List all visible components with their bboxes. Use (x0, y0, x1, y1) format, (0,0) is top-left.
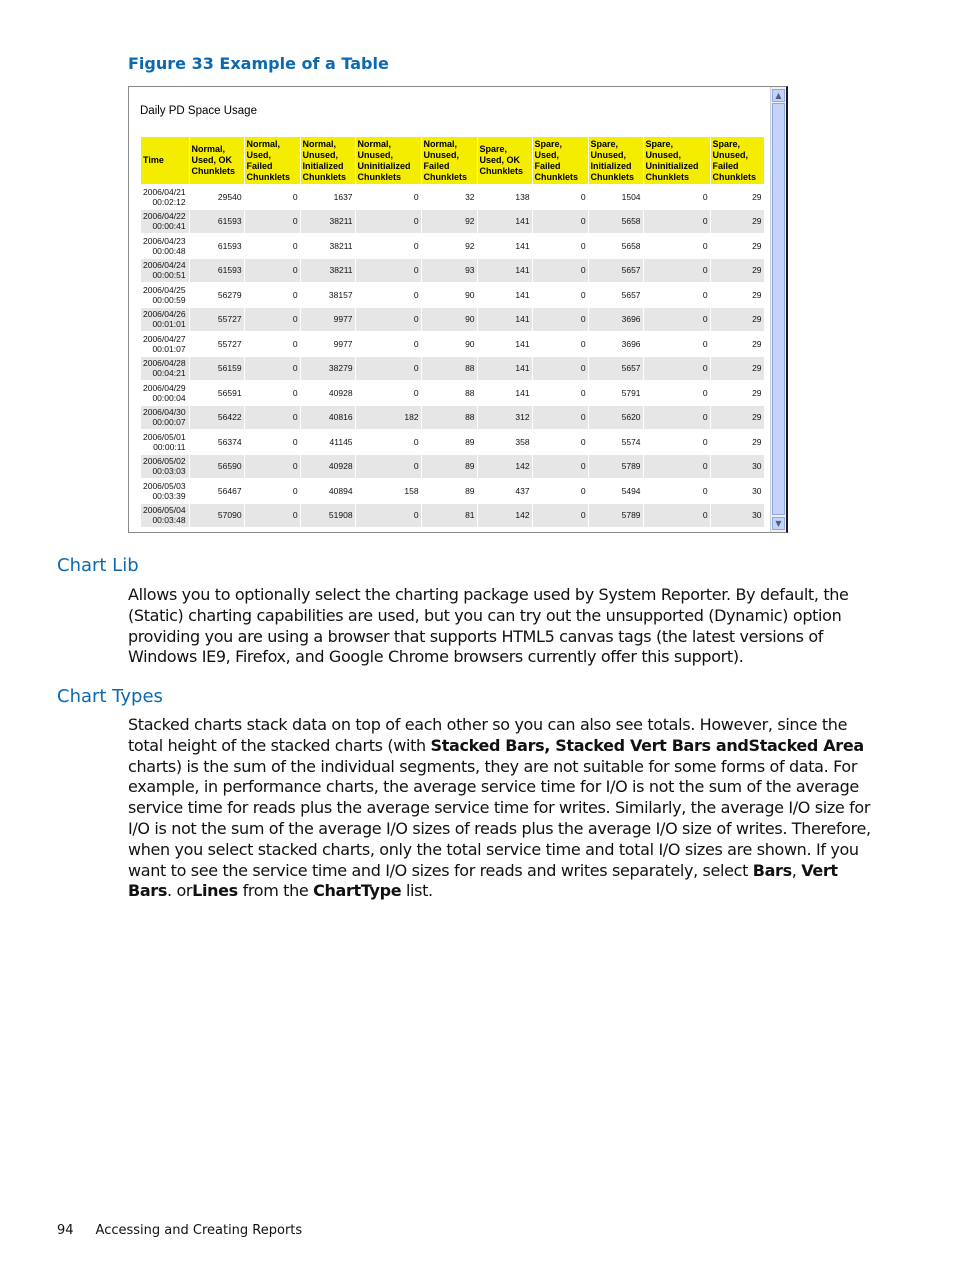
value-cell: 142 (477, 503, 532, 528)
value-cell: 40928 (300, 454, 355, 479)
value-cell: 61593 (189, 209, 244, 234)
value-cell: 29 (710, 283, 764, 308)
table-row (141, 332, 765, 357)
column-header: Normal, Unused, Initialized Chunklets (300, 137, 355, 185)
value-cell: 141 (477, 209, 532, 234)
paragraph-text: list. (401, 881, 433, 901)
value-cell: 0 (532, 381, 588, 406)
column-header: Spare, Unused, Uninitialized Chunklets (643, 137, 710, 185)
value-cell: 55727 (189, 307, 244, 332)
section-heading-chart-types: Chart Types (57, 686, 163, 707)
bars-option: Bars (752, 860, 792, 880)
value-cell: 56159 (189, 356, 244, 381)
table-row (141, 454, 765, 479)
value-cell: 38279 (300, 356, 355, 381)
time-cell: 2006/05/02 00:03:03 (141, 454, 190, 479)
value-cell: 29 (710, 307, 764, 332)
column-header: Spare, Unused, Failed Chunklets (710, 137, 764, 185)
value-cell: 29 (710, 381, 764, 406)
value-cell: 0 (643, 479, 710, 504)
scroll-up-icon[interactable]: ▲ (772, 89, 785, 102)
value-cell: 40816 (300, 405, 355, 430)
table-row (141, 283, 765, 308)
table-row (141, 185, 765, 210)
value-cell: 56279 (189, 283, 244, 308)
time-cell: 2006/04/23 00:00:48 (141, 234, 190, 259)
value-cell: 56591 (189, 381, 244, 406)
value-cell: 0 (643, 356, 710, 381)
value-cell: 56374 (189, 430, 244, 455)
value-cell: 0 (532, 356, 588, 381)
value-cell: 0 (643, 454, 710, 479)
value-cell: 61593 (189, 234, 244, 259)
value-cell: 0 (532, 430, 588, 455)
column-header: Spare, Used, Failed Chunklets (532, 137, 588, 185)
value-cell: 30 (710, 479, 764, 504)
value-cell: 5789 (588, 503, 643, 528)
value-cell: 0 (355, 209, 421, 234)
table-row (141, 503, 765, 528)
table-row (141, 307, 765, 332)
table-row (141, 479, 765, 504)
value-cell: 141 (477, 332, 532, 357)
time-cell: 2006/04/30 00:00:07 (141, 405, 190, 430)
value-cell: 5657 (588, 258, 643, 283)
value-cell: 0 (532, 454, 588, 479)
value-cell: 57090 (189, 503, 244, 528)
time-cell: 2006/04/27 00:01:07 (141, 332, 190, 357)
value-cell: 5494 (588, 479, 643, 504)
table-row (141, 430, 765, 455)
value-cell: 1637 (300, 185, 355, 210)
value-cell: 358 (477, 430, 532, 455)
space-usage-table (140, 136, 765, 528)
vertical-scrollbar[interactable] (770, 87, 786, 532)
value-cell: 0 (355, 258, 421, 283)
value-cell: 138 (477, 185, 532, 210)
time-cell: 2006/04/28 00:04:21 (141, 356, 190, 381)
value-cell: 56467 (189, 479, 244, 504)
time-cell: 2006/04/26 00:01:01 (141, 307, 190, 332)
value-cell: 29 (710, 332, 764, 357)
report-title: Daily PD Space Usage (140, 105, 257, 117)
time-cell: 2006/04/22 00:00:41 (141, 209, 190, 234)
value-cell: 92 (421, 209, 477, 234)
value-cell: 9977 (300, 307, 355, 332)
value-cell: 0 (355, 185, 421, 210)
value-cell: 312 (477, 405, 532, 430)
column-header: Normal, Used, OK Chunklets (189, 137, 244, 185)
charttype-list-name: ChartType (313, 881, 402, 901)
value-cell: 0 (532, 258, 588, 283)
value-cell: 38211 (300, 258, 355, 283)
value-cell: 0 (244, 258, 300, 283)
value-cell: 0 (532, 185, 588, 210)
paragraph-text: . or (167, 881, 193, 901)
chart-lib-paragraph: Allows you to optionally select the charting package used by System Reporter. By default, the (Static) charting capabilities are used, but you can try out the unsupported (Dynamic) option providing you are using a browser that supports HTML5 canvas tags (the latest versions of Windows IE9, Firefox, and Google Chrome browsers currently offer this support). (128, 585, 849, 667)
value-cell: 0 (355, 307, 421, 332)
value-cell: 5657 (588, 356, 643, 381)
value-cell: 92 (421, 234, 477, 259)
value-cell: 0 (244, 209, 300, 234)
value-cell: 1504 (588, 185, 643, 210)
value-cell: 437 (477, 479, 532, 504)
page-footer (57, 1223, 324, 1238)
paragraph-text: from the (237, 881, 314, 901)
value-cell: 29 (710, 234, 764, 259)
time-cell: 2006/04/25 00:00:59 (141, 283, 190, 308)
section-heading-chart-lib: Chart Lib (57, 555, 139, 576)
value-cell: 0 (244, 381, 300, 406)
value-cell: 0 (355, 381, 421, 406)
value-cell: 38211 (300, 209, 355, 234)
column-header: Spare, Used, OK Chunklets (477, 137, 532, 185)
value-cell: 0 (532, 307, 588, 332)
value-cell: 0 (355, 454, 421, 479)
value-cell: 56590 (189, 454, 244, 479)
value-cell: 61593 (189, 258, 244, 283)
value-cell: 88 (421, 381, 477, 406)
value-cell: 29 (710, 430, 764, 455)
value-cell: 51908 (300, 503, 355, 528)
chart-types-paragraph (128, 715, 873, 902)
value-cell: 0 (532, 503, 588, 528)
value-cell: 158 (355, 479, 421, 504)
value-cell: 141 (477, 356, 532, 381)
value-cell: 40928 (300, 381, 355, 406)
value-cell: 5658 (588, 209, 643, 234)
value-cell: 55727 (189, 332, 244, 357)
value-cell: 90 (421, 283, 477, 308)
column-header-time: Time (141, 137, 190, 185)
value-cell: 0 (244, 185, 300, 210)
value-cell: 0 (244, 479, 300, 504)
value-cell: 30 (710, 503, 764, 528)
table-row (141, 258, 765, 283)
value-cell: 88 (421, 356, 477, 381)
time-cell: 2006/05/01 00:00:11 (141, 430, 190, 455)
value-cell: 9977 (300, 332, 355, 357)
value-cell: 141 (477, 283, 532, 308)
value-cell: 0 (643, 283, 710, 308)
table-row (141, 381, 765, 406)
column-header: Spare, Unused, Initialized Chunklets (588, 137, 643, 185)
value-cell: 0 (643, 307, 710, 332)
page-number: 94 (57, 1223, 74, 1238)
column-header: Normal, Unused, Uninitialized Chunklets (355, 137, 421, 185)
value-cell: 0 (643, 503, 710, 528)
value-cell: 41145 (300, 430, 355, 455)
value-cell: 0 (355, 234, 421, 259)
vert-bars-option: Vert Bars (128, 860, 838, 901)
value-cell: 0 (643, 258, 710, 283)
value-cell: 0 (643, 405, 710, 430)
lines-option: Lines (192, 881, 238, 901)
value-cell: 142 (477, 454, 532, 479)
value-cell: 0 (532, 234, 588, 259)
table-row (141, 356, 765, 381)
value-cell: 40894 (300, 479, 355, 504)
value-cell: 89 (421, 430, 477, 455)
value-cell: 29 (710, 405, 764, 430)
value-cell: 3696 (588, 332, 643, 357)
value-cell: 0 (643, 381, 710, 406)
report-screenshot (128, 86, 788, 533)
value-cell: 0 (532, 209, 588, 234)
value-cell: 90 (421, 307, 477, 332)
value-cell: 89 (421, 454, 477, 479)
time-cell: 2006/04/21 00:02:12 (141, 185, 190, 210)
column-header: Normal, Unused, Failed Chunklets (421, 137, 477, 185)
time-cell: 2006/04/24 00:00:51 (141, 258, 190, 283)
value-cell: 141 (477, 258, 532, 283)
value-cell: 5658 (588, 234, 643, 259)
value-cell: 3696 (588, 307, 643, 332)
value-cell: 56422 (189, 405, 244, 430)
value-cell: 0 (643, 332, 710, 357)
value-cell: 0 (355, 356, 421, 381)
value-cell: 29 (710, 258, 764, 283)
value-cell: 29 (710, 356, 764, 381)
value-cell: 0 (244, 454, 300, 479)
paragraph-text: Stacked charts stack data on top of each other so you can also see totals. However, since the total height of the stacked charts (with (128, 715, 848, 755)
column-header: Normal, Used, Failed Chunklets (244, 137, 300, 185)
value-cell: 29 (710, 209, 764, 234)
value-cell: 5791 (588, 381, 643, 406)
value-cell: 5574 (588, 430, 643, 455)
value-cell: 38211 (300, 234, 355, 259)
value-cell: 0 (532, 332, 588, 357)
value-cell: 141 (477, 307, 532, 332)
paragraph-text: , (791, 860, 802, 880)
time-cell: 2006/05/04 00:03:48 (141, 503, 190, 528)
value-cell: 0 (355, 332, 421, 357)
table-header-row (141, 137, 765, 185)
value-cell: 32 (421, 185, 477, 210)
value-cell: 141 (477, 234, 532, 259)
table-row (141, 209, 765, 234)
paragraph-text: charts) is the sum of the individual segments, they are not suitable for some forms of data. For example, in performance charts, the average service time for I/O is not the sum of the average service time for reads plus the average service time for writes. Similarly, the average I/O size for I/O is not the sum of the average I/O sizes of reads plus the average I/O size of writes. Therefore, when you select stacked charts, only the total service time and total I/O sizes are shown. If you want to see the service time and I/O sizes for reads and writes separately, select (128, 756, 871, 880)
table-row (141, 234, 765, 259)
value-cell: 0 (244, 307, 300, 332)
value-cell: 5620 (588, 405, 643, 430)
figure-caption: Figure 33 Example of a Table (128, 54, 389, 73)
time-cell: 2006/04/29 00:00:04 (141, 381, 190, 406)
value-cell: 30 (710, 454, 764, 479)
value-cell: 0 (355, 430, 421, 455)
value-cell: 0 (643, 234, 710, 259)
stacked-chart-names: Stacked Bars, Stacked Vert Bars andStacked Area (430, 735, 864, 755)
value-cell: 0 (643, 185, 710, 210)
value-cell: 0 (532, 283, 588, 308)
value-cell: 0 (532, 479, 588, 504)
value-cell: 0 (244, 234, 300, 259)
value-cell: 0 (643, 209, 710, 234)
value-cell: 88 (421, 405, 477, 430)
value-cell: 93 (421, 258, 477, 283)
value-cell: 0 (244, 430, 300, 455)
value-cell: 89 (421, 479, 477, 504)
value-cell: 90 (421, 332, 477, 357)
value-cell: 182 (355, 405, 421, 430)
value-cell: 0 (244, 332, 300, 357)
value-cell: 81 (421, 503, 477, 528)
value-cell: 0 (244, 356, 300, 381)
value-cell: 0 (355, 503, 421, 528)
value-cell: 0 (244, 503, 300, 528)
value-cell: 29 (710, 185, 764, 210)
table-row (141, 405, 765, 430)
value-cell: 0 (643, 430, 710, 455)
value-cell: 38157 (300, 283, 355, 308)
value-cell: 141 (477, 381, 532, 406)
value-cell: 5789 (588, 454, 643, 479)
value-cell: 0 (355, 283, 421, 308)
value-cell: 29540 (189, 185, 244, 210)
footer-section-title: Accessing and Creating Reports (95, 1223, 303, 1238)
time-cell: 2006/05/03 00:03:39 (141, 479, 190, 504)
value-cell: 0 (244, 283, 300, 308)
value-cell: 0 (244, 405, 300, 430)
scroll-down-icon[interactable]: ▼ (772, 517, 785, 530)
value-cell: 0 (532, 405, 588, 430)
scroll-thumb[interactable] (772, 103, 785, 515)
value-cell: 5657 (588, 283, 643, 308)
